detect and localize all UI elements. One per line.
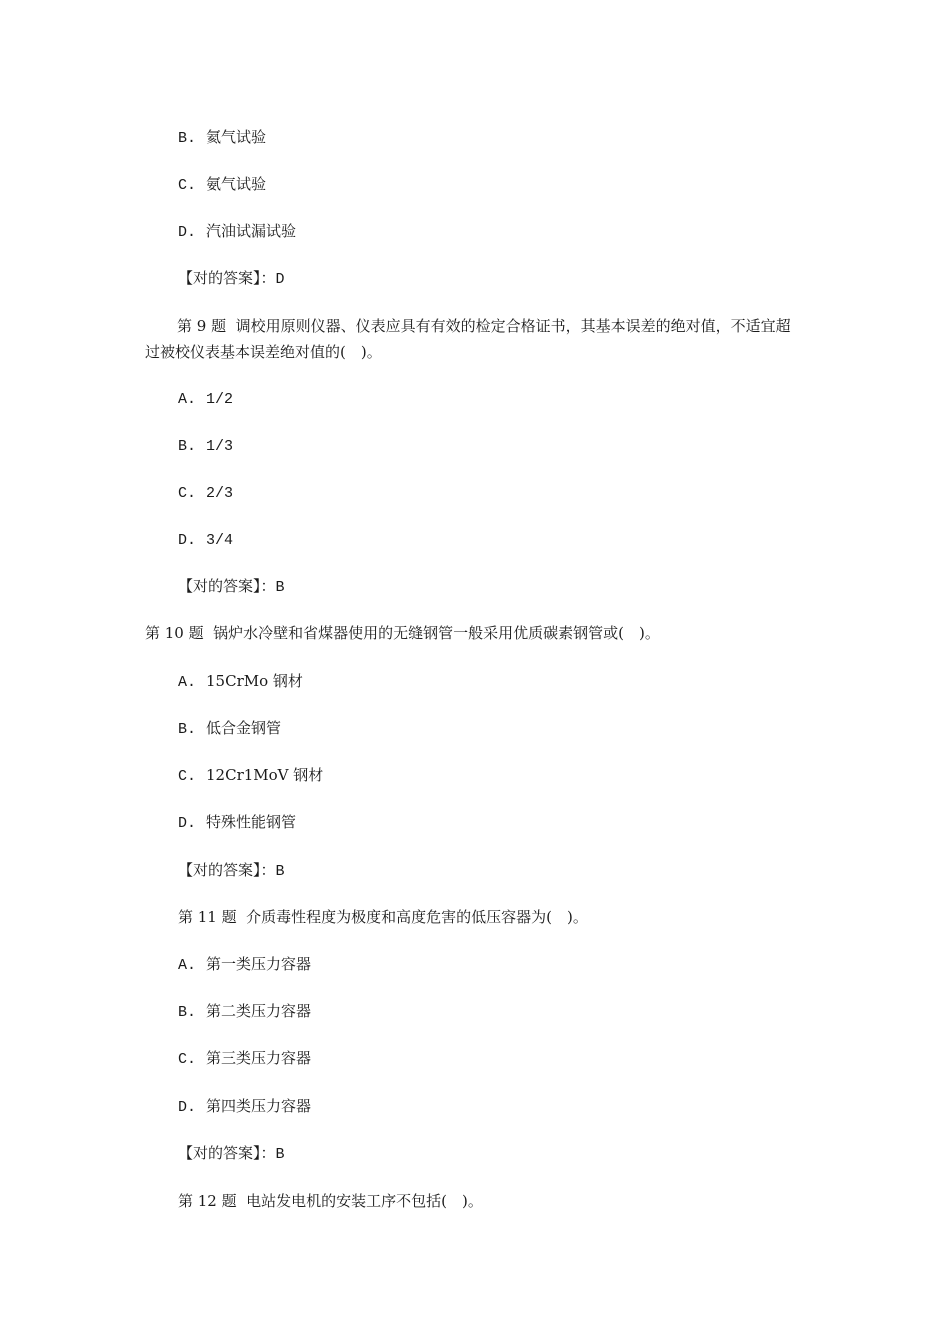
option-text: 氦气试验 (206, 128, 267, 146)
answer-label: 【对的答案】： (178, 1144, 276, 1162)
q12-question (178, 1191, 483, 1211)
q11-option-c (178, 1048, 311, 1070)
q10-option-c (178, 765, 323, 787)
option-text: 特殊性能钢管 (206, 813, 297, 831)
question-number: 第 11 题 (178, 908, 237, 926)
q8-option-b (178, 127, 266, 149)
option-letter: A. (178, 674, 197, 691)
question-number: 第 10 题 (145, 624, 204, 642)
answer-value: B (275, 1146, 285, 1163)
q11-option-a (178, 954, 311, 976)
option-letter: C. (178, 1051, 197, 1068)
option-text: 第三类压力容器 (206, 1049, 312, 1067)
question-text: 电站发电机的安装工序不包括( )。 (246, 1192, 483, 1210)
option-letter: D. (178, 532, 197, 549)
q9-option-b (178, 435, 233, 457)
answer-label: 【对的答案】： (178, 577, 276, 595)
question-number: 第 9 题 (177, 317, 227, 335)
answer-label: 【对的答案】： (178, 861, 276, 879)
option-text: 1/3 (206, 438, 234, 455)
option-letter: B. (178, 438, 197, 455)
q8-answer (178, 268, 285, 290)
option-text: 3/4 (206, 532, 234, 549)
option-text: 1/2 (206, 391, 234, 408)
option-text: 氨气试验 (206, 175, 267, 193)
option-letter: C. (178, 485, 197, 502)
question-text: 锅炉水冷壁和省煤器使用的无缝钢管一般采用优质碳素钢管或( )。 (213, 624, 660, 642)
option-text: 12Cr1MoV 钢材 (206, 766, 324, 784)
option-text: 低合金钢管 (206, 719, 282, 737)
option-text: 第二类压力容器 (206, 1002, 312, 1020)
q9-option-d (178, 529, 233, 551)
q9-option-a (178, 388, 233, 410)
option-letter: A. (178, 391, 197, 408)
option-text: 15CrMo 钢材 (206, 672, 303, 690)
option-letter: B. (178, 1004, 197, 1021)
answer-value: B (275, 863, 285, 880)
q8-option-c (178, 174, 266, 196)
option-text: 汽油试漏试验 (206, 222, 297, 240)
option-letter: D. (178, 815, 197, 832)
q9-question (145, 313, 805, 365)
option-text: 2/3 (206, 485, 234, 502)
option-letter: A. (178, 957, 197, 974)
q10-question (145, 623, 660, 643)
option-text: 第一类压力容器 (206, 955, 312, 973)
q10-option-d (178, 812, 296, 834)
option-letter: D. (178, 224, 197, 241)
q10-option-b (178, 718, 281, 740)
q10-answer (178, 860, 285, 882)
q11-question (178, 907, 588, 927)
q9-answer (178, 576, 285, 598)
answer-label: 【对的答案】： (178, 269, 276, 287)
q9-option-c (178, 482, 233, 504)
option-letter: D. (178, 1099, 197, 1116)
question-text: 介质毒性程度为极度和高度危害的低压容器为( )。 (246, 908, 588, 926)
option-text: 第四类压力容器 (206, 1097, 312, 1115)
q11-option-b (178, 1001, 311, 1023)
q10-option-a (178, 671, 303, 693)
answer-value: B (275, 579, 285, 596)
question-text: 调校用原则仪器、仪表应具有有效的检定合格证书，其基本误差的绝对值，不适宜超过被校仪表基本误差绝对值的( )。 (145, 317, 791, 361)
option-letter: C. (178, 768, 197, 785)
answer-value: D (275, 271, 285, 288)
q11-option-d (178, 1096, 311, 1118)
option-letter: C. (178, 177, 197, 194)
question-number: 第 12 题 (178, 1192, 237, 1210)
q11-answer (178, 1143, 285, 1165)
option-letter: B. (178, 721, 197, 738)
option-letter: B. (178, 130, 197, 147)
q8-option-d (178, 221, 296, 243)
